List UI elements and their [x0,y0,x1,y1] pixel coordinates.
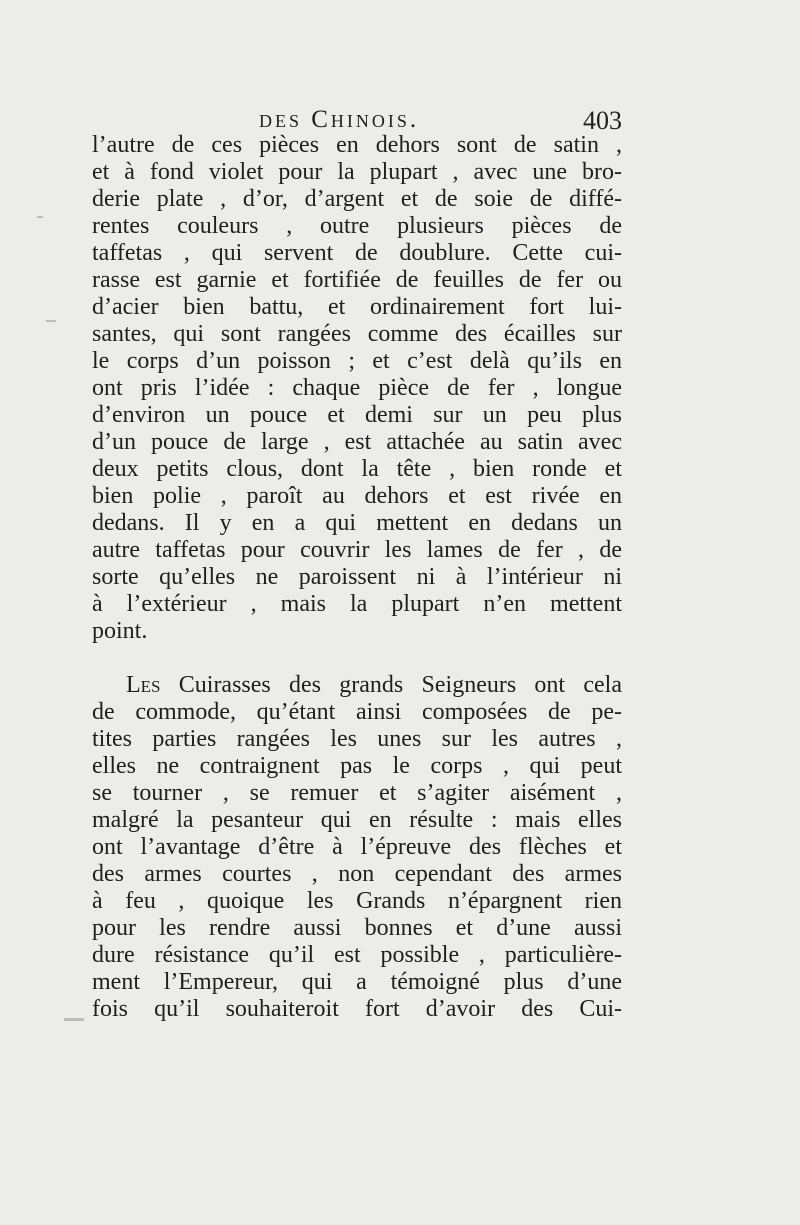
text-line: sorte qu’elles ne paroissent ni à l’intérieur ni [92,564,622,590]
paragraph-gap [92,645,622,672]
running-head: des Chinois. [259,106,420,133]
text-line: ont l’avantage d’être à l’épreuve des flèches et [92,834,622,860]
page-number: 403 [583,106,622,135]
text-line: taffetas , qui servent de doublure. Cette cui- [92,240,622,266]
text-line: ont pris l’idée : chaque pièce de fer , longue [92,375,622,401]
text-line: elles ne contraignent pas le corps , qui peut [92,753,622,779]
text-line: se tourner , se remuer et s’agiter aisément , [92,780,622,806]
text-line: bien polie , paroît au dehors et est rivée en [92,483,622,509]
text-line: à feu , quoique les Grands n’épargnent rien [92,888,622,914]
text-line: point. [92,618,148,644]
body-text [92,132,622,1023]
paragraph-2 [92,672,622,1023]
margin-mark [37,216,43,218]
text-line: dure résistance qu’il est possible , particulière- [92,942,622,968]
text-line: et à fond violet pour la plupart , avec une bro- [92,159,622,185]
text-line: à l’extérieur , mais la plupart n’en mettent [92,591,622,617]
text-line: rasse est garnie et fortifiée de feuilles de fer ou [92,267,622,293]
text-line: ment l’Empereur, qui a témoigné plus d’une [92,969,622,995]
text-line: tites parties rangées les unes sur les autres , [92,726,622,752]
first-line-rest: Cuirasses des grands Seigneurs ont cela [160,672,622,698]
text-line: santes, qui sont rangées comme des écailles sur [92,321,622,347]
page-header [92,106,622,134]
text-line: deux petits clous, dont la tête , bien ronde et [92,456,622,482]
text-line: des armes courtes , non cependant des armes [92,861,622,887]
text-line: de commode, qu’étant ainsi composées de pe- [92,699,622,725]
text-line: rentes couleurs , outre plusieurs pièces de [92,213,622,239]
text-line: l’autre de ces pièces en dehors sont de satin , [92,132,622,158]
margin-mark [46,320,56,322]
text-line-first [92,672,622,699]
text-line: d’acier bien battu, et ordinairement fort lui- [92,294,622,320]
text-line: d’un pouce de large , est attachée au satin avec [92,429,622,455]
text-line: autre taffetas pour couvrir les lames de fer , de [92,537,622,563]
paragraph-1 [92,132,622,645]
paragraph-lead: Les [126,672,161,698]
text-line: dedans. Il y en a qui mettent en dedans un [92,510,622,536]
text-line: derie plate , d’or, d’argent et de soie de diffé- [92,186,622,212]
text-line: d’environ un pouce et demi sur un peu plus [92,402,622,428]
text-line: fois qu’il souhaiteroit fort d’avoir des Cui- [92,996,622,1022]
text-line: pour les rendre aussi bonnes et d’une aussi [92,915,622,941]
text-line: le corps d’un poisson ; et c’est delà qu’ils en [92,348,622,374]
text-line: malgré la pesanteur qui en résulte : mais elles [92,807,622,833]
margin-mark [64,1018,84,1021]
